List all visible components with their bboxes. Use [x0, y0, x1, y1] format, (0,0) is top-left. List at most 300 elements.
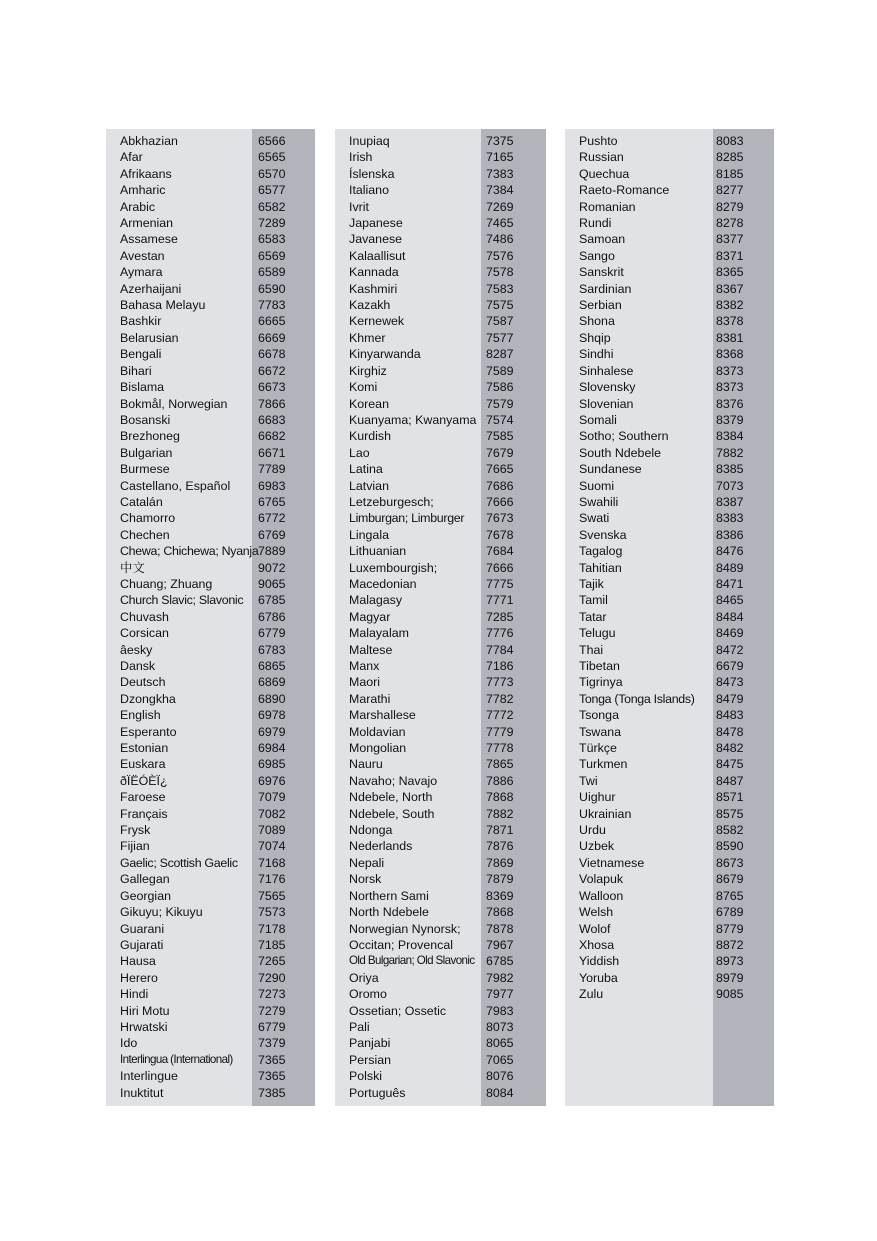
language-code: 7168 [258, 855, 286, 870]
language-name: Bislama [120, 380, 165, 395]
language-code: 7586 [486, 380, 514, 395]
language-row [565, 264, 774, 280]
language-name: Uighur [579, 790, 616, 805]
language-name: Kirghiz [349, 363, 387, 378]
language-row [106, 806, 315, 822]
language-name: Deutsch [120, 675, 166, 690]
language-code: 6665 [258, 314, 286, 329]
language-code: 6672 [258, 363, 286, 378]
language-code: 8373 [716, 363, 744, 378]
language-code: 7583 [486, 281, 514, 296]
language-row [335, 1003, 546, 1019]
language-name: Bahasa Melayu [120, 298, 206, 313]
language-code: 8679 [716, 872, 744, 887]
language-row [565, 576, 774, 592]
language-code: 8385 [716, 462, 744, 477]
language-code: 7486 [486, 232, 514, 247]
language-name: Luxembourgish; [349, 560, 438, 575]
language-name: Armenian [120, 216, 174, 231]
language-name: ðÏËÓÈÏ¿ [120, 773, 168, 788]
language-code: 7977 [486, 987, 514, 1002]
language-row [335, 740, 546, 756]
language-code: 6678 [258, 347, 286, 362]
language-code: 7776 [486, 626, 514, 641]
language-code: 8673 [716, 855, 744, 870]
language-name: Gujarati [120, 937, 164, 952]
language-name: Macedonian [349, 576, 417, 591]
language-name: Tatar [579, 609, 607, 624]
language-name: Swahili [579, 494, 619, 509]
language-row [106, 182, 315, 198]
language-row [565, 625, 774, 641]
language-code: 7878 [486, 921, 514, 936]
language-name: Sardinian [579, 281, 632, 296]
language-code: 7967 [486, 937, 514, 952]
language-row [106, 773, 315, 789]
language-row [335, 609, 546, 625]
language-name: Limburgan; Limburger [349, 511, 465, 526]
language-row [565, 510, 774, 526]
language-name: Pushto [579, 134, 618, 148]
language-code: 7983 [486, 1003, 514, 1018]
language-code: 8381 [716, 330, 744, 345]
language-row [335, 707, 546, 723]
language-row [335, 986, 546, 1002]
language-row [565, 494, 774, 510]
language-row [106, 281, 315, 297]
language-code: 7574 [486, 412, 514, 427]
language-name: Bashkir [120, 314, 162, 329]
language-name: Corsican [120, 626, 169, 641]
language-name: Íslenska [349, 166, 395, 181]
language-row [565, 297, 774, 313]
language-name: Occitan; Provencal [349, 937, 453, 952]
language-name: Chechen [120, 527, 170, 542]
language-row [565, 904, 774, 920]
language-name: Thai [579, 642, 604, 657]
language-code: 8371 [716, 248, 744, 263]
language-code: 8472 [716, 642, 744, 657]
language-row [565, 921, 774, 937]
language-name: Ndebele, North [349, 790, 433, 805]
language-row [106, 396, 315, 412]
language-name: Old Bulgarian; Old Slavonic [349, 954, 475, 968]
language-name: Fijian [120, 839, 150, 854]
language-code: 8367 [716, 281, 744, 296]
language-row [106, 461, 315, 477]
language-row [565, 199, 774, 215]
language-code: 7273 [258, 987, 286, 1002]
language-name: Telugu [579, 626, 616, 641]
language-code: 8084 [486, 1085, 514, 1100]
language-row [335, 674, 546, 690]
language-row [565, 428, 774, 444]
language-row [335, 1035, 546, 1051]
language-code: 8872 [716, 937, 744, 952]
language-row [565, 609, 774, 625]
language-row [335, 970, 546, 986]
language-name: Chuang; Zhuang [120, 576, 213, 591]
language-row [106, 133, 315, 149]
language-name: Afar [120, 150, 143, 165]
language-row [106, 1085, 315, 1101]
language-row [106, 445, 315, 461]
language-row [335, 248, 546, 264]
language-row [106, 1003, 315, 1019]
language-name: Castellano, Español [120, 478, 231, 493]
language-code: 8279 [716, 199, 744, 214]
language-row [565, 789, 774, 805]
language-row [335, 1085, 546, 1101]
language-row [565, 740, 774, 756]
language-code: 8471 [716, 576, 744, 591]
language-code: 7578 [486, 265, 514, 280]
language-code: 8369 [486, 888, 514, 903]
language-name: Kazakh [349, 298, 391, 313]
language-code: 7074 [258, 839, 286, 854]
language-row [565, 756, 774, 772]
language-code-column-1 [106, 129, 315, 1106]
language-code: 7073 [716, 478, 744, 493]
language-code: 7065 [486, 1052, 514, 1067]
language-name: Slovensky [579, 380, 636, 395]
language-name: Korean [349, 396, 389, 411]
language-name: Kinyarwanda [349, 347, 421, 362]
language-name: Faroese [120, 790, 166, 805]
language-row [335, 921, 546, 937]
language-row [106, 921, 315, 937]
language-name: Letzeburgesch; [349, 494, 434, 509]
language-name: Amharic [120, 183, 166, 198]
language-row [106, 297, 315, 313]
language-code: 8582 [716, 823, 744, 838]
language-name: Kannada [349, 265, 399, 280]
language-code-list [565, 133, 774, 1003]
language-name: Marshallese [349, 708, 416, 723]
language-name: Twi [579, 773, 598, 788]
language-row [565, 871, 774, 887]
language-row [565, 855, 774, 871]
language-name: Volapuk [579, 872, 624, 887]
language-row [565, 560, 774, 576]
language-code: 6785 [258, 593, 286, 608]
language-name: Khmer [349, 330, 386, 345]
language-row [565, 231, 774, 247]
language-name: Gaelic; Scottish Gaelic [120, 855, 238, 870]
language-name: Pali [349, 1019, 370, 1034]
language-name: Azerhaijani [120, 281, 182, 296]
language-name: Navaho; Navajo [349, 773, 438, 788]
language-row [565, 182, 774, 198]
language-row [106, 724, 315, 740]
language-name: Interlingua (International) [120, 1052, 233, 1066]
language-row [335, 330, 546, 346]
language-name: Yoruba [579, 970, 618, 985]
language-name: Kashmiri [349, 281, 398, 296]
language-code: 7889 [258, 544, 286, 559]
language-code: 6682 [258, 429, 286, 444]
language-code: 7178 [258, 921, 286, 936]
language-name: Dzongkha [120, 691, 176, 706]
language-code: 7886 [486, 773, 514, 788]
language-name: Irish [349, 150, 373, 165]
language-row [106, 756, 315, 772]
language-name: Slovenian [579, 396, 634, 411]
language-name: Magyar [349, 609, 391, 624]
language-row [106, 1068, 315, 1084]
language-code: 6979 [258, 724, 286, 739]
language-row [335, 789, 546, 805]
language-name: Xhosa [579, 937, 615, 952]
language-name: Inuktitut [120, 1085, 164, 1100]
language-code-list [106, 133, 315, 1101]
language-name: Tamil [579, 593, 608, 608]
language-row [565, 691, 774, 707]
language-code: 8476 [716, 544, 744, 559]
language-row [335, 379, 546, 395]
language-code: 7865 [486, 757, 514, 772]
language-name: Italiano [349, 183, 389, 198]
language-name: Samoan [579, 232, 626, 247]
language-code: 6890 [258, 691, 286, 706]
language-name: Bihari [120, 363, 152, 378]
language-name: Bokmål, Norwegian [120, 396, 228, 411]
language-row [106, 363, 315, 379]
language-row [106, 527, 315, 543]
language-code: 6789 [716, 905, 744, 920]
language-name: Gallegan [120, 872, 170, 887]
language-code: 6976 [258, 773, 286, 788]
language-code: 7783 [258, 298, 286, 313]
language-code: 7868 [486, 790, 514, 805]
language-name: Tsonga [579, 708, 619, 723]
language-code: 6783 [258, 642, 286, 657]
language-row [106, 855, 315, 871]
language-row [335, 543, 546, 559]
language-row [335, 756, 546, 772]
language-name: Kernewek [349, 314, 405, 329]
language-code: 7589 [486, 363, 514, 378]
language-code: 8065 [486, 1036, 514, 1051]
language-row [106, 1052, 315, 1068]
language-code: 7784 [486, 642, 514, 657]
language-row [335, 133, 546, 149]
language-name: Estonian [120, 741, 169, 756]
language-name: Ossetian; Ossetic [349, 1003, 447, 1018]
language-code: 6590 [258, 281, 286, 296]
language-row [106, 346, 315, 362]
language-code: 7285 [486, 609, 514, 624]
language-name: Nepali [349, 855, 385, 870]
language-code: 6671 [258, 445, 286, 460]
language-row [335, 494, 546, 510]
language-code: 6583 [258, 232, 286, 247]
language-row [565, 773, 774, 789]
language-code: 8387 [716, 494, 744, 509]
language-name: Hausa [120, 954, 156, 969]
language-code: 7165 [486, 150, 514, 165]
language-row [565, 313, 774, 329]
language-code: 7982 [486, 970, 514, 985]
language-name: Catalán [120, 494, 163, 509]
language-code: 6869 [258, 675, 286, 690]
language-row [565, 822, 774, 838]
language-row [106, 970, 315, 986]
language-row [106, 215, 315, 231]
language-row [106, 986, 315, 1002]
language-row [106, 412, 315, 428]
language-row [106, 674, 315, 690]
language-name: Svenska [579, 527, 627, 542]
language-code: 6769 [258, 527, 286, 542]
language-code: 6582 [258, 199, 286, 214]
language-code: 7573 [258, 905, 286, 920]
language-code: 6683 [258, 412, 286, 427]
language-name: Shqip [579, 330, 611, 345]
language-code: 7778 [486, 741, 514, 756]
language-row [335, 478, 546, 494]
language-row [335, 445, 546, 461]
language-name: Walloon [579, 888, 624, 903]
language-name: Tigrinya [579, 675, 623, 690]
language-row [335, 527, 546, 543]
language-code: 6679 [716, 659, 744, 673]
language-code: 8473 [716, 675, 744, 690]
language-row [335, 560, 546, 576]
language-code-list [335, 133, 546, 1101]
language-code: 8368 [716, 347, 744, 362]
language-code: 8484 [716, 609, 744, 624]
language-name: Euskara [120, 757, 166, 772]
language-name: Chamorro [120, 511, 176, 526]
language-code: 6779 [258, 626, 286, 641]
language-name: Português [349, 1085, 406, 1100]
language-row [565, 642, 774, 658]
language-row [106, 937, 315, 953]
language-code: 7678 [486, 527, 514, 542]
language-code: 7585 [486, 429, 514, 444]
language-name: Nauru [349, 757, 383, 772]
language-code: 6669 [258, 330, 286, 345]
language-name: Northern Sami [349, 888, 429, 903]
language-code: 8365 [716, 265, 744, 280]
language-row [106, 888, 315, 904]
language-row [335, 806, 546, 822]
language-row [335, 888, 546, 904]
language-row [565, 658, 774, 674]
language-row [335, 1068, 546, 1084]
language-row [106, 248, 315, 264]
language-row [565, 838, 774, 854]
language-row [335, 215, 546, 231]
language-name: Ido [120, 1036, 138, 1051]
language-code: 8076 [486, 1069, 514, 1084]
language-name: Swati [579, 511, 610, 526]
language-code: 8575 [716, 806, 744, 821]
language-name: Hrwatski [120, 1019, 168, 1034]
language-code: 7587 [486, 314, 514, 329]
language-code: 7866 [258, 396, 286, 411]
language-code: 6978 [258, 708, 286, 723]
language-code: 7185 [258, 937, 286, 952]
language-code: 8278 [716, 216, 744, 231]
language-row [335, 363, 546, 379]
language-code: 6570 [258, 166, 286, 181]
language-code: 7079 [258, 790, 286, 805]
language-code: 7665 [486, 462, 514, 477]
language-code: 6772 [258, 511, 286, 526]
language-row [106, 379, 315, 395]
language-row [335, 871, 546, 887]
language-code: 7385 [258, 1085, 286, 1100]
language-name: Lingala [349, 527, 389, 542]
language-row [106, 478, 315, 494]
language-name: Turkmen [579, 757, 628, 772]
language-name: Sindhi [579, 347, 614, 362]
language-row [335, 658, 546, 674]
language-name: âesky [120, 642, 153, 657]
language-code: 8083 [716, 134, 744, 148]
language-code: 7269 [486, 199, 514, 214]
language-name: Brezhoneg [120, 429, 180, 444]
language-row [335, 264, 546, 280]
language-code: 9072 [258, 560, 286, 575]
language-code: 7869 [486, 855, 514, 870]
language-row [335, 691, 546, 707]
language-code: 7186 [486, 659, 514, 673]
language-name: Maori [349, 675, 380, 690]
language-row [565, 166, 774, 182]
language-name: Rundi [579, 216, 612, 231]
language-code: 8475 [716, 757, 744, 772]
language-code: 6984 [258, 741, 286, 756]
language-name: Abkhazian [120, 134, 178, 148]
language-code: 7089 [258, 823, 286, 838]
language-code: 8479 [716, 691, 744, 706]
language-name: Lao [349, 445, 370, 460]
language-code: 6983 [258, 478, 286, 493]
language-name: Assamese [120, 232, 178, 247]
language-row [565, 953, 774, 969]
language-name: Bengali [120, 347, 162, 362]
language-code: 7289 [258, 216, 286, 231]
language-row [335, 592, 546, 608]
language-name: Yiddish [579, 954, 620, 969]
language-code: 7882 [486, 806, 514, 821]
language-name: Urdu [579, 823, 606, 838]
language-code: 7365 [258, 1052, 286, 1067]
language-name: Latina [349, 462, 383, 477]
language-code: 7775 [486, 576, 514, 591]
language-name: Russian [579, 150, 624, 165]
language-name: Church Slavic; Slavonic [120, 593, 244, 608]
language-name: Oromo [349, 987, 387, 1002]
language-row [106, 789, 315, 805]
language-row [106, 330, 315, 346]
language-code: 8487 [716, 773, 744, 788]
language-row [106, 822, 315, 838]
language-code: 6565 [258, 150, 286, 165]
language-name: Latvian [349, 478, 389, 493]
language-row [335, 166, 546, 182]
language-code: 6589 [258, 265, 286, 280]
language-row [106, 953, 315, 969]
language-name: Raeto-Romance [579, 183, 670, 198]
language-code: 7576 [486, 248, 514, 263]
language-row [106, 264, 315, 280]
language-row [335, 773, 546, 789]
language-row [335, 297, 546, 313]
